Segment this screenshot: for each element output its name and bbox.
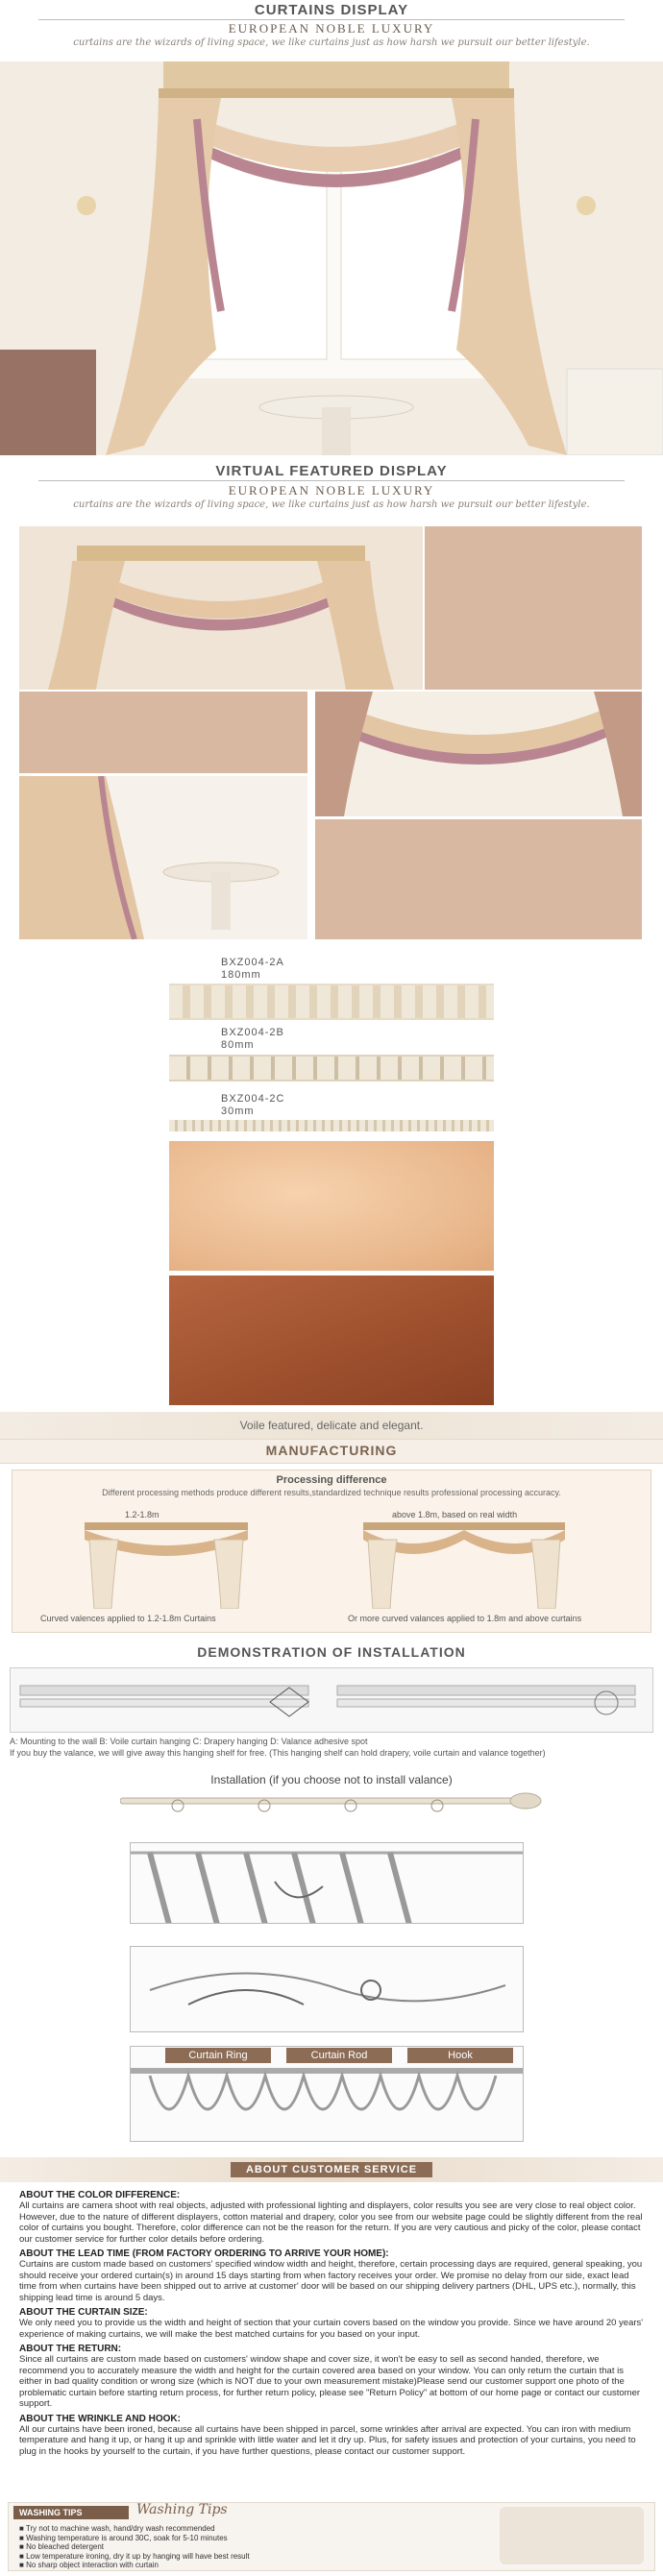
collage-swatch-bottom-right <box>315 819 642 939</box>
virtual-featured-subtitle: EUROPEAN NOBLE LUXURY <box>228 483 435 498</box>
hook-step-1 <box>130 1842 524 1924</box>
color-difference-heading: ABOUT THE COLOR DIFFERENCE: <box>19 2190 181 2200</box>
curtain-size-heading: ABOUT THE CURTAIN SIZE: <box>19 2307 148 2318</box>
hook-step-2 <box>130 1946 524 2032</box>
washing-tips-script: Washing Tips <box>136 2502 228 2517</box>
processing-difference-title: Processing difference <box>276 1474 387 1486</box>
curtain-size-text: We only need you to provide us the width and height of section that your curtain covers based on the window you provide. Since we have around 20 years' experience of making curtains, we will make the best matched curtains for you based on your input. <box>19 2318 644 2340</box>
curtain-scene-illustration <box>19 526 423 690</box>
trim-code-b: BXZ004-2B <box>221 1027 284 1038</box>
processing-difference-text: Different processing methods produce different results,standardized technique results professional processing accuracy. <box>102 1488 561 1497</box>
collage-photo-bottom-left <box>19 776 307 939</box>
trim-swatch-c <box>169 1120 494 1131</box>
return-heading: ABOUT THE RETURN: <box>19 2344 122 2354</box>
valance-caption-right: Or more curved valances applied to 1.8m and above curtains <box>348 1614 582 1623</box>
curtain-ring-tag: Curtain Ring <box>165 2048 271 2063</box>
color-difference-text: All curtains are camera shoot with real objects, adjusted with professional lighting and displayers, color results you see are very close to real object color. However, due to the nature of different displayers, cotton material and drapery, color you see from our website page could be slightly different from the real color of curtains you bought. Therefore, color difference can not be the reason for the return. If you are very cautious and picky of the color, please contact our customer service for further color details before ordering. <box>19 2200 643 2245</box>
curtain-rod-illustration <box>120 1790 543 1815</box>
collage-swatch-top-right <box>425 526 642 690</box>
washing-tip-item: ■ Try not to machine wash, hand/dry wash recommended <box>19 2524 215 2533</box>
divider <box>38 480 625 481</box>
manufacturing-title: MANUFACTURING <box>265 1443 398 1458</box>
trim-swatch-a <box>169 984 494 1020</box>
fabric-swatch-peach <box>169 1141 494 1271</box>
curtain-scene-illustration <box>85 1522 248 1609</box>
trim-size-b: 80mm <box>221 1039 255 1051</box>
washing-tip-text: Low temperature ironing, dry it up by hanging will have best result <box>26 2551 250 2561</box>
installation-title: DEMONSTRATION OF INSTALLATION <box>197 1644 466 1660</box>
collage-photo-top-left <box>19 526 423 690</box>
trim-code-c: BXZ004-2C <box>221 1093 285 1105</box>
voile-caption: Voile featured, delicate and elegant. <box>239 1419 424 1432</box>
service-title: ABOUT CUSTOMER SERVICE <box>231 2162 432 2177</box>
installation-note: If you buy the valance, we will give away this hanging shelf for free. (This hanging shelf can hold drapery, voile curtain and valance together) <box>10 1748 546 1758</box>
trim-swatch-b <box>169 1055 494 1081</box>
hook-tag: Hook <box>407 2048 513 2063</box>
washing-tip-text: No bleached detergent <box>26 2542 105 2551</box>
collage-photo-mid-right <box>315 692 642 816</box>
measure-right: above 1.8m, based on real width <box>392 1510 518 1519</box>
wrinkle-heading: ABOUT THE WRINKLE AND HOOK: <box>19 2413 181 2424</box>
return-text: Since all curtains are custom made based on customers' window shape and cover size, it won't be easy to sell as second handed, therefore, we recommend you to accurately measure the width and height for the curtain covered area based on your window. You can only return the curtain that is either in bad quality condition or wrong size (which is NOT due to your own measurement mistake)Please send our customer support one photo of the problematic curtain before starting return process, for further return policy, please see "Return Policy" at bottom of our home page or contact our customer support. <box>19 2354 641 2409</box>
washing-tip-text: Washing temperature is around 30C, soak for 5-10 minutes <box>26 2533 228 2542</box>
curtain-rod-tag: Curtain Rod <box>286 2048 392 2063</box>
rod-installation-title: Installation (if you choose not to install valance) <box>210 1773 453 1786</box>
hook-detail-icon <box>131 1947 524 2032</box>
installation-legend: A: Mounting to the wall B: Voile curtain hanging C: Drapery hanging D: Valance adhesive spot <box>10 1737 368 1746</box>
valance-illustration-right <box>363 1522 565 1609</box>
hero-curtain-scene <box>0 61 663 455</box>
washing-tip-item: ■ Washing temperature is around 30C, soak for 5-10 minutes <box>19 2533 228 2542</box>
curtains-display-title: CURTAINS DISPLAY <box>254 2 409 18</box>
washing-tip-text: No sharp object interaction with curtain <box>26 2561 159 2569</box>
fabric-swatch-copper <box>169 1276 494 1405</box>
measure-left: 1.2-1.8m <box>125 1510 160 1519</box>
curtains-display-tagline: curtains are the wizards of living space, we like curtains just as how harsh we pursuit our better lifestyle. <box>73 37 590 48</box>
washing-tip-item: ■ No bleached detergent <box>19 2542 105 2551</box>
curtain-scene-illustration <box>0 61 663 455</box>
valance-caption-left: Curved valences applied to 1.2-1.8m Curtains <box>40 1614 216 1623</box>
lead-time-text: Curtains are custom made based on customers' specified window width and height, therefore, certain processing days are required, general speaking, you should receive your ordered curtain(s) in around 15 days starting from when factory receives your order. We promise no delay from our side, exact lead time from when curtains have been shipped out to arrive at customer' door will be based on our shipping delivery partners (DHL, UPS etc.), normally, this shipping lead time is around 5 days. <box>19 2259 643 2303</box>
washing-tips-label: WASHING TIPS <box>13 2506 129 2519</box>
lead-time-heading: ABOUT THE LEAD TIME (FROM FACTORY ORDERING TO ARRIVE YOUR HOME): <box>19 2248 389 2259</box>
curtain-rod-icon <box>120 1790 543 1815</box>
washing-tip-item: ■ No sharp object interaction with curtain <box>19 2561 159 2569</box>
washing-tips-icon <box>500 2507 644 2564</box>
divider <box>38 19 625 20</box>
washing-tips-list <box>19 2524 480 2570</box>
washing-tip-text: Try not to machine wash, hand/dry wash recommended <box>25 2524 215 2533</box>
collage-swatch-mid-left <box>19 692 307 773</box>
wrinkle-text: All our curtains have been ironed, because all curtains have been shipped in parcel, some wrinkles after arrival are expected. You can iron with medium temperature and hang it up, or hang it up and sprinkle with little water and let it dry up. Plus, for safety issues and protection of your curtains, you need to plug in the hooks by yourself to the curtain, if you have further questions, please contact our customer support. <box>19 2423 636 2457</box>
service-content <box>19 2190 644 2457</box>
curtains-display-subtitle: EUROPEAN NOBLE LUXURY <box>228 21 435 36</box>
washing-tip-item: ■ Low temperature ironing, dry it up by hanging will have best result <box>19 2551 250 2561</box>
curtain-scene-illustration <box>19 776 307 939</box>
installation-brackets-panel <box>10 1667 653 1733</box>
virtual-featured-title: VIRTUAL FEATURED DISPLAY <box>215 463 448 479</box>
virtual-featured-tagline: curtains are the wizards of living space, we like curtains just as how harsh we pursuit our better lifestyle. <box>73 499 590 510</box>
curtain-scene-illustration <box>315 692 642 816</box>
curtain-scene-illustration <box>363 1522 565 1609</box>
installation-bracket-icon <box>11 1668 654 1734</box>
trim-size-c: 30mm <box>221 1106 255 1117</box>
hook-detail-icon <box>131 1843 524 1924</box>
valance-illustration-left <box>85 1522 248 1609</box>
trim-code-a: BXZ004-2A <box>221 957 284 968</box>
trim-size-a: 180mm <box>221 969 261 981</box>
